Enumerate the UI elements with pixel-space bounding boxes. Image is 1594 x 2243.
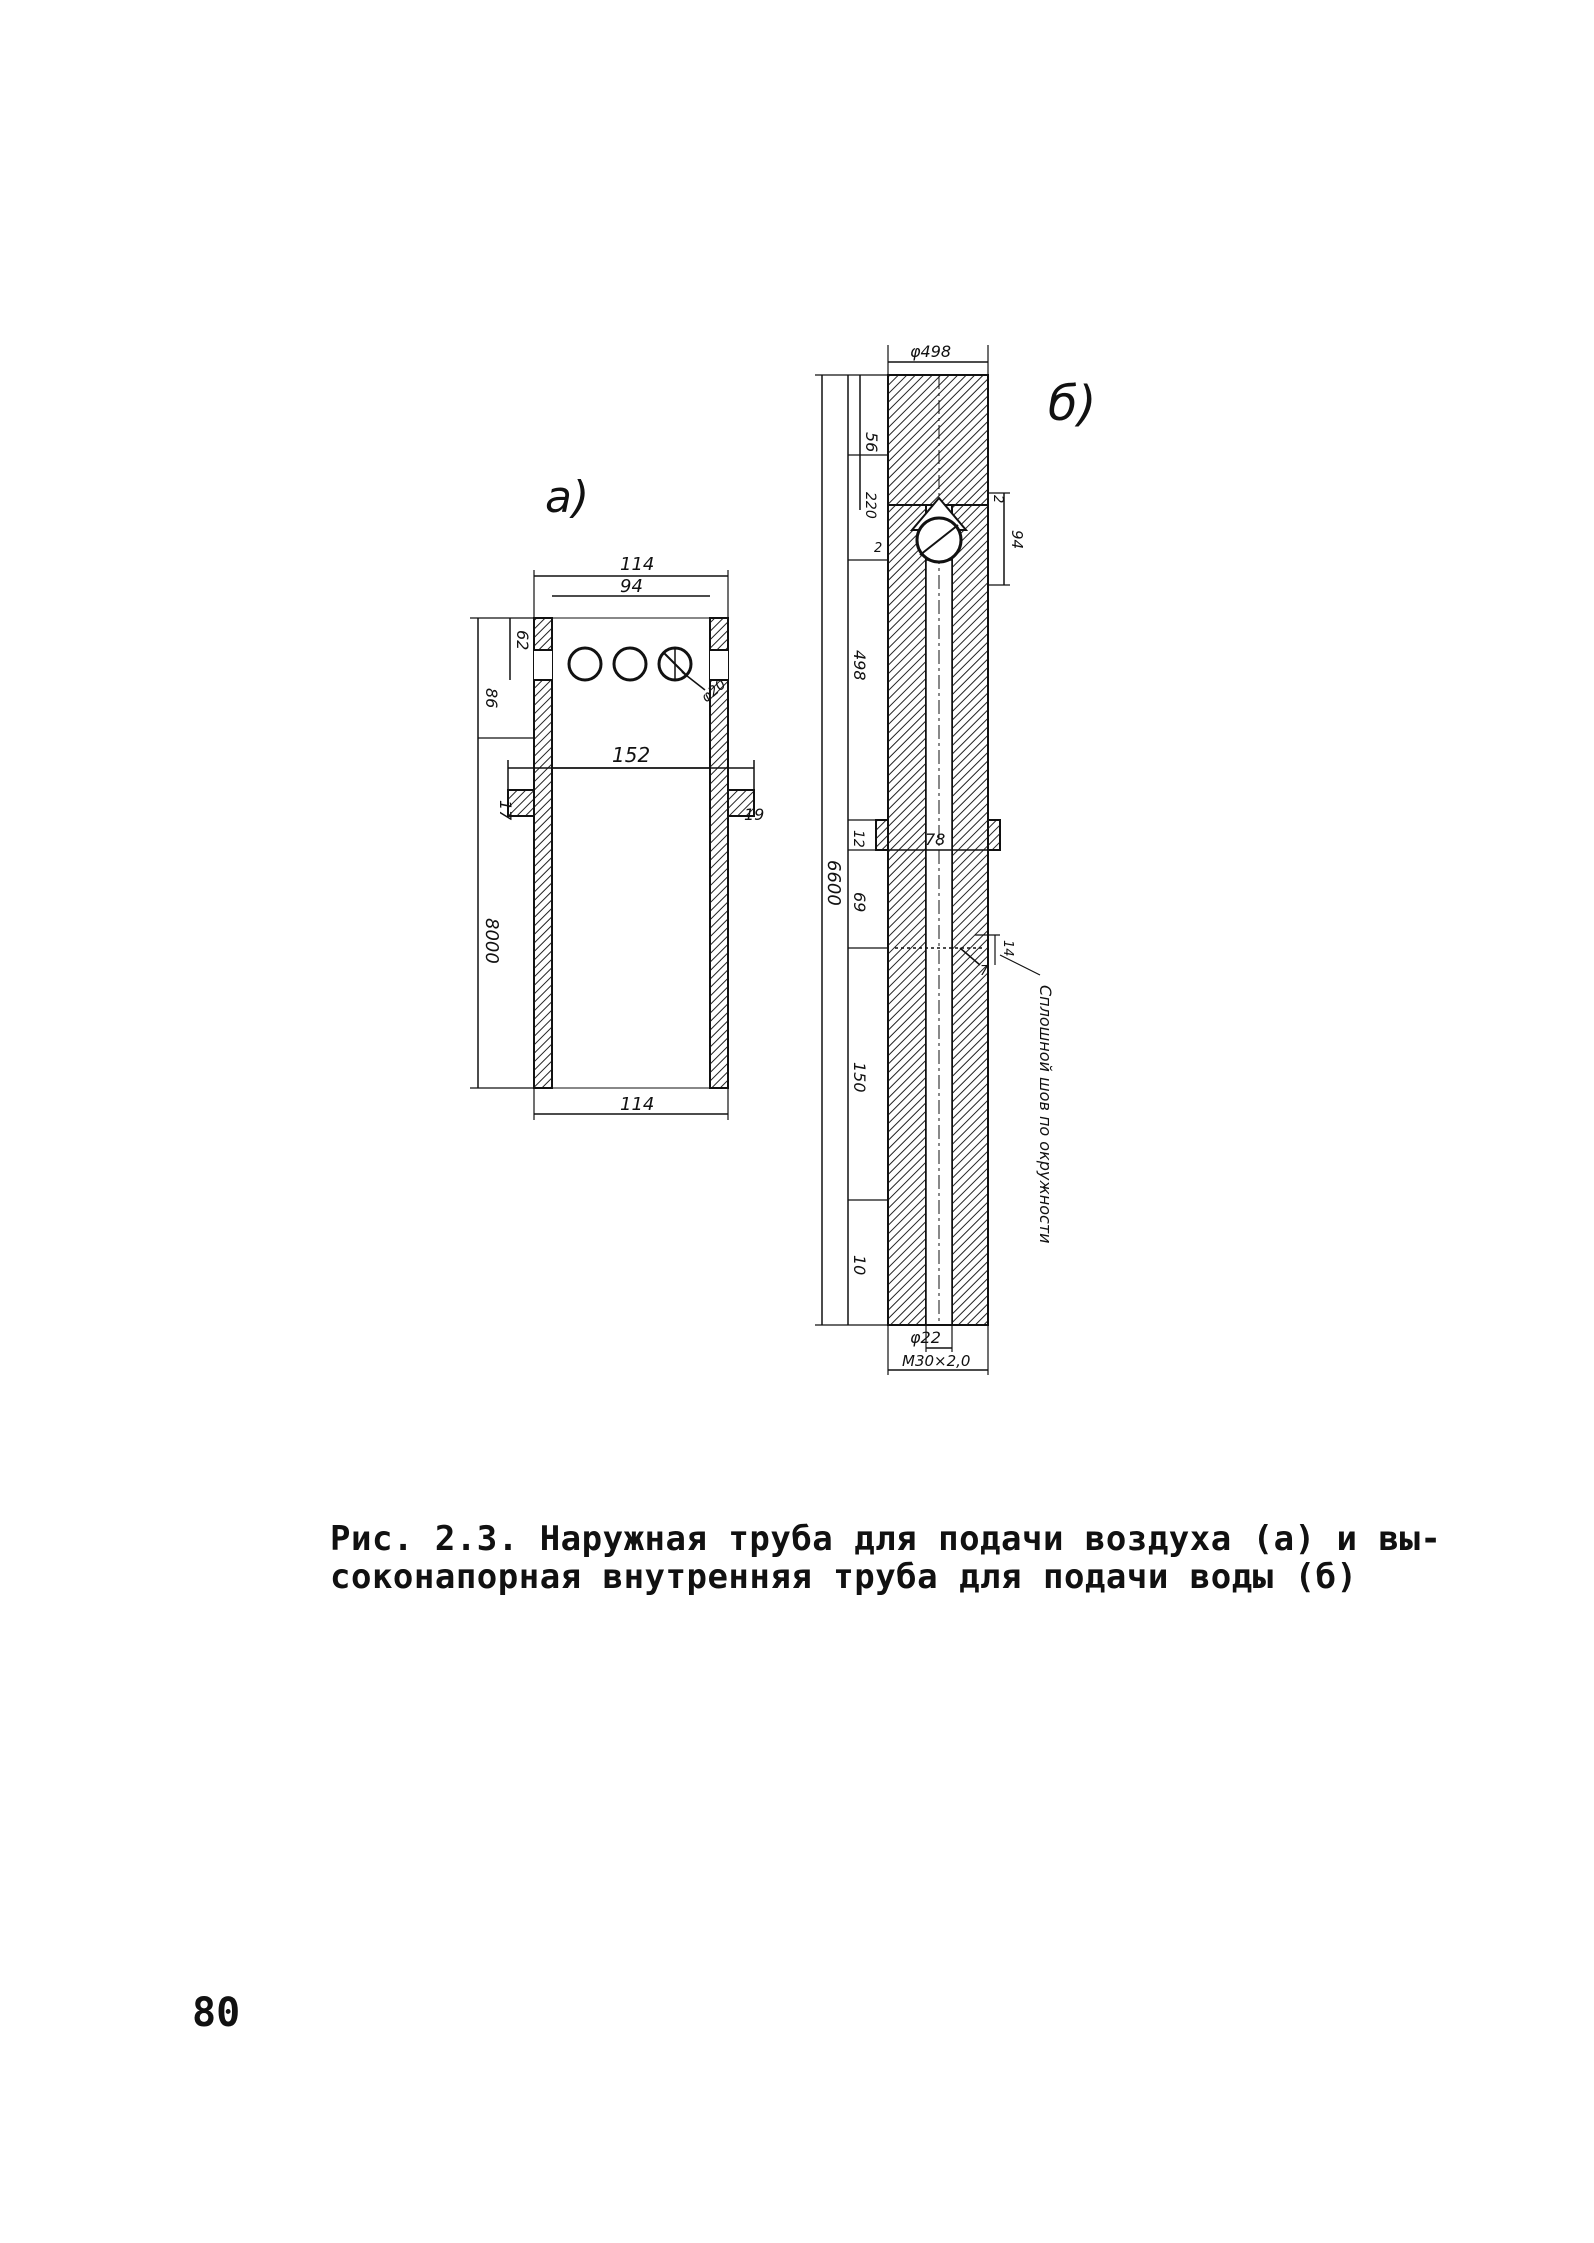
part-b-dim-d78: 78 bbox=[925, 830, 946, 849]
part-b-label: б) bbox=[1048, 376, 1097, 432]
part-b-dim-d10: 10 bbox=[850, 1255, 869, 1276]
page-number: 80 bbox=[192, 1990, 241, 2036]
part-a-dim-top-inner: 94 bbox=[620, 576, 643, 597]
part-a-drawing bbox=[470, 472, 764, 1120]
part-a-dim-flange-left: 17 bbox=[496, 800, 515, 821]
part-a-dim-hole-dia: φ20 bbox=[698, 676, 730, 707]
part-b-collar-right bbox=[988, 820, 1000, 850]
part-b-dim-bottom-dia: φ22 bbox=[910, 1328, 941, 1347]
part-b-dim-d69: 69 bbox=[850, 892, 869, 913]
part-b-dim-d12: 12 bbox=[850, 830, 866, 848]
part-a-hole-1 bbox=[569, 648, 601, 680]
part-b-dim-d14: 14 bbox=[1000, 940, 1015, 957]
part-b-dim-d6600: 6600 bbox=[823, 860, 844, 906]
part-b-dim-top-dia: φ498 bbox=[910, 342, 952, 361]
caption-line-2: соконапорная внутренняя труба для подачи воды (б) bbox=[330, 1557, 1358, 1597]
part-b-drawing bbox=[815, 342, 1096, 1375]
part-a-dim-flange-right: 19 bbox=[744, 805, 765, 824]
part-b-dim-d220: 220 bbox=[862, 492, 878, 519]
part-b-weld-note: Сплошной шов по окружности bbox=[1036, 985, 1055, 1244]
part-a-dim-top-outer: 114 bbox=[620, 554, 655, 575]
part-a-dim-upper-height: 86 bbox=[482, 688, 501, 709]
part-b-dim-d2a: 2 bbox=[874, 541, 883, 556]
part-a-dim-flange-width: 152 bbox=[612, 743, 651, 767]
part-b-dim-thread: M30×2,0 bbox=[902, 1352, 971, 1370]
part-a-dim-bottom-outer: 114 bbox=[620, 1094, 655, 1115]
part-b-dim-d94: 94 bbox=[1008, 530, 1026, 550]
part-b-dim-d498: 498 bbox=[850, 650, 869, 681]
part-b-dim-d7: 7 bbox=[980, 964, 989, 979]
part-b-dim-d150: 150 bbox=[850, 1062, 869, 1093]
part-a-label: а) bbox=[545, 472, 590, 523]
part-b-collar-left bbox=[876, 820, 888, 850]
part-a-dim-hole-offset: 62 bbox=[513, 630, 532, 651]
figure-caption bbox=[330, 1519, 1442, 1597]
caption-line-1: Рис. 2.3. Наружная труба для подачи воздуха (а) и вы- bbox=[330, 1519, 1442, 1559]
part-a-dim-overall-length: 8000 bbox=[481, 918, 502, 964]
part-b-dim-d56: 56 bbox=[862, 432, 881, 453]
part-b-dim-d2b: 2 bbox=[990, 495, 1005, 504]
part-a-left-wall bbox=[534, 618, 552, 1088]
part-a-hole-2 bbox=[614, 648, 646, 680]
part-b-top-block bbox=[888, 375, 988, 505]
